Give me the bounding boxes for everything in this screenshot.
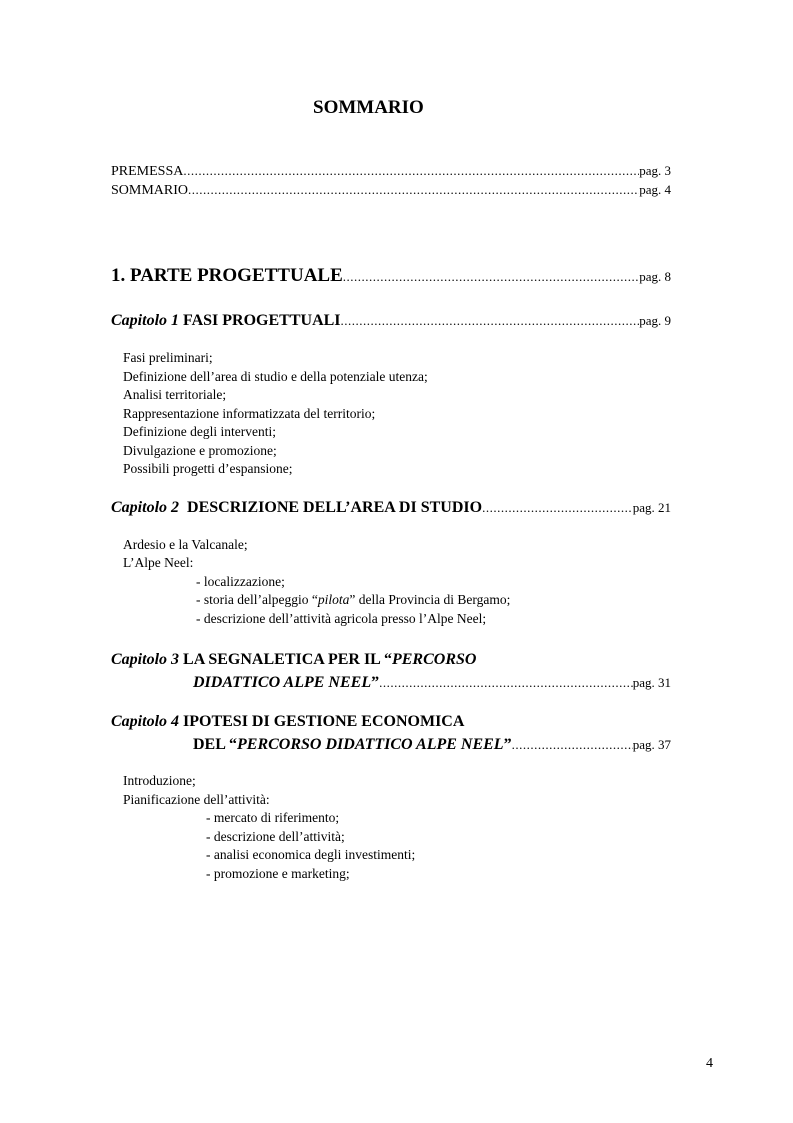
toc-label: PREMESSA bbox=[111, 164, 184, 179]
sub-item: - localizzazione; bbox=[196, 574, 285, 589]
chapter-title: LA SEGNALETICA PER IL “ bbox=[179, 651, 392, 668]
sub-item: - promozione e marketing; bbox=[206, 866, 350, 881]
toc-page: pag. 37 bbox=[632, 737, 671, 752]
toc-entry-chapter1[interactable] bbox=[111, 312, 671, 330]
chapter-title: FASI PROGETTUALI bbox=[179, 312, 341, 329]
list-item: L’Alpe Neel: bbox=[123, 555, 194, 570]
chapter-title-emphasis: PERCORSO bbox=[391, 651, 477, 668]
sub-item-text: - storia dell’alpeggio “ bbox=[196, 592, 318, 607]
toc-entry-sommario[interactable] bbox=[111, 182, 671, 199]
chapter-title-emphasis: PERCORSO DIDATTICO ALPE NEEL bbox=[237, 736, 504, 753]
chapter-number: Capitolo 2 bbox=[111, 499, 180, 516]
sub-item-emphasis: pilota bbox=[317, 592, 350, 607]
toc-dots bbox=[343, 269, 639, 285]
list-item: Definizione dell’area di studio e della potenziale utenza; bbox=[123, 369, 428, 384]
chapter-title: IPOTESI DI GESTIONE ECONOMICA bbox=[179, 713, 465, 730]
sub-item: - mercato di riferimento; bbox=[206, 810, 340, 825]
chapter-heading-cont bbox=[193, 736, 512, 754]
toc-entry-premessa[interactable] bbox=[111, 163, 671, 180]
sub-item: - descrizione dell’attività; bbox=[206, 829, 345, 844]
sub-item-text: ” della Provincia di Bergamo; bbox=[349, 592, 511, 607]
chapter-number: Capitolo 4 bbox=[111, 713, 180, 730]
page-title: SOMMARIO bbox=[313, 97, 424, 118]
toc-entry-part1[interactable] bbox=[111, 265, 671, 287]
chapter-title: DESCRIZIONE DELL’AREA DI STUDIO bbox=[179, 499, 483, 516]
chapter-heading bbox=[111, 312, 341, 330]
chapter-heading-cont bbox=[193, 674, 379, 692]
toc-page: pag. 31 bbox=[632, 675, 671, 690]
toc-page: pag. 8 bbox=[639, 269, 671, 284]
sub-item: - analisi economica degli investimenti; bbox=[206, 847, 416, 862]
list-item: Divulgazione e promozione; bbox=[123, 443, 277, 458]
toc-dots bbox=[512, 737, 633, 753]
toc-page: pag. 21 bbox=[632, 500, 671, 515]
toc-label: SOMMARIO bbox=[111, 183, 189, 198]
page-number: 4 bbox=[706, 1056, 713, 1071]
sub-item bbox=[196, 592, 510, 608]
toc-page: pag. 4 bbox=[639, 182, 671, 197]
chapter-number: Capitolo 3 bbox=[111, 651, 180, 668]
toc-entry-chapter3[interactable] bbox=[193, 674, 671, 692]
chapter-number: Capitolo 1 bbox=[111, 312, 180, 329]
list-item: Ardesio e la Valcanale; bbox=[123, 537, 248, 552]
list-item: Pianificazione dell’attività: bbox=[123, 792, 270, 807]
chapter-title: ” bbox=[503, 736, 512, 753]
part-heading: 1. PARTE PROGETTUALE bbox=[111, 265, 343, 286]
toc-dots bbox=[341, 313, 640, 329]
list-item: Rappresentazione informatizzata del territorio; bbox=[123, 406, 376, 421]
toc-entry-chapter4[interactable] bbox=[193, 736, 671, 754]
toc-page: pag. 3 bbox=[639, 163, 671, 178]
toc-dots bbox=[183, 163, 639, 179]
list-item: Introduzione; bbox=[123, 773, 196, 788]
toc-page: pag. 9 bbox=[639, 313, 671, 328]
toc-dots bbox=[482, 500, 633, 516]
list-item: Fasi preliminari; bbox=[123, 350, 213, 365]
chapter-title: ” bbox=[371, 674, 380, 691]
chapter-title: DEL “ bbox=[193, 736, 238, 753]
chapter-heading[interactable] bbox=[111, 713, 464, 731]
list-item: Definizione degli interventi; bbox=[123, 424, 276, 439]
chapter-heading[interactable] bbox=[111, 651, 476, 669]
sub-item: - descrizione dell’attività agricola presso l’Alpe Neel; bbox=[196, 611, 487, 626]
chapter-title-emphasis: DIDATTICO ALPE NEEL bbox=[193, 674, 372, 691]
chapter-heading bbox=[111, 499, 482, 517]
list-item: Analisi territoriale; bbox=[123, 387, 227, 402]
toc-dots bbox=[188, 182, 639, 198]
list-item: Possibili progetti d’espansione; bbox=[123, 461, 293, 476]
toc-entry-chapter2[interactable] bbox=[111, 499, 671, 517]
toc-dots bbox=[379, 675, 633, 691]
